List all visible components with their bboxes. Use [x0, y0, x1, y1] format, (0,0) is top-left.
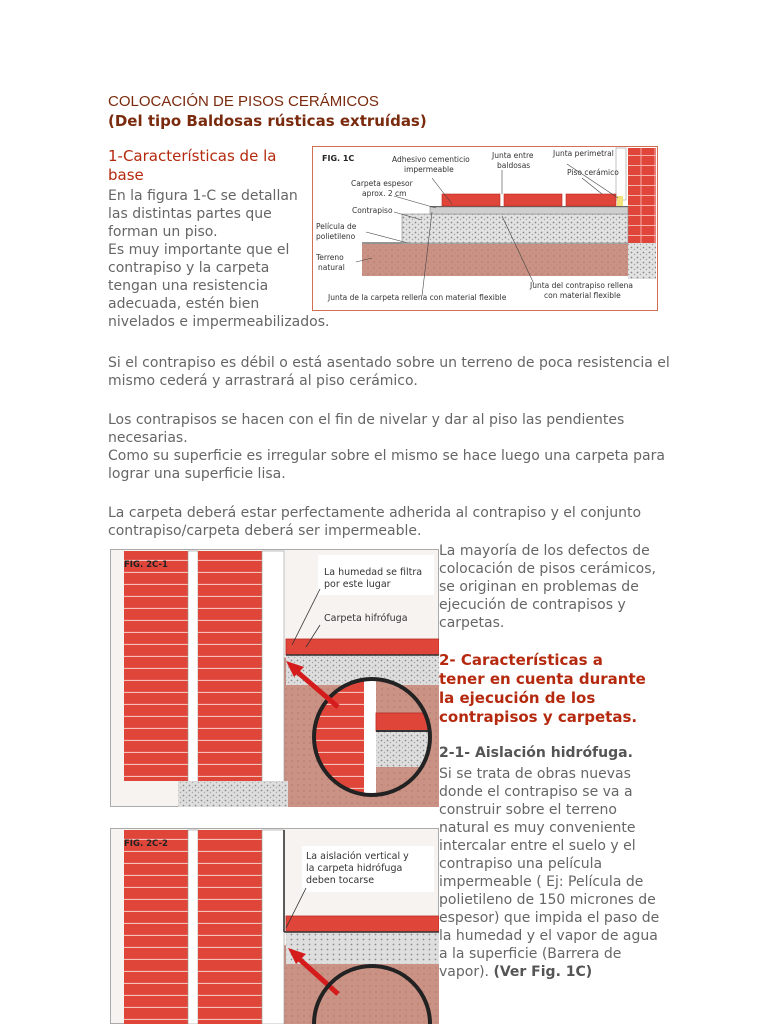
- text-line: ejecución de contrapisos y: [439, 597, 626, 613]
- fig1c-piso-ceramico: Piso cerámico: [567, 168, 619, 177]
- text-line: espesor) que impida el paso de: [439, 910, 660, 926]
- text-line: carpetas.: [439, 615, 505, 631]
- section21-text: [439, 765, 659, 981]
- text-line: Los contrapisos se hacen con el fin de nivelar y dar al piso las pendientes: [108, 412, 625, 428]
- text-line: [439, 963, 659, 981]
- fig1c-carpeta-2: aprox. 2 cm: [362, 189, 407, 198]
- text-line: construir sobre el terreno: [439, 802, 617, 818]
- doc-subtitle: (Del tipo Baldosas rústicas extruídas): [108, 112, 427, 130]
- text-line: Si el contrapiso es débil o está asentado sobre un terreno de poca resistencia el: [108, 355, 670, 371]
- fig1c-pelicula-2: polietileno: [316, 232, 356, 241]
- text-line: La mayoría de los defectos de: [439, 543, 650, 559]
- fig2c1-humedad-2: por este lugar: [324, 579, 391, 590]
- fig1c-contrapiso: Contrapiso: [352, 206, 393, 215]
- fig2c1-carpeta: Carpeta hifrófuga: [324, 613, 408, 624]
- text-line: las distintas partes que: [108, 206, 272, 222]
- text-line: colocación de pisos cerámicos,: [439, 561, 656, 577]
- paragraph-3: [108, 504, 641, 540]
- fig-reference-link: (Ver Fig. 1C): [493, 964, 593, 980]
- text-line: nivelados e impermeabilizados.: [108, 314, 330, 330]
- section21-heading: 2-1- Aislación hidrófuga.: [439, 745, 633, 761]
- fig1c-junta-contrapiso-1: Junta del contrapiso rellena: [530, 281, 633, 290]
- fig1c-junta-perimetral: Junta perimetral: [553, 149, 614, 158]
- text-span: vapor).: [439, 964, 494, 980]
- text-line: Como su superficie es irregular sobre el mismo se hace luego una carpeta para: [108, 448, 665, 464]
- fig1c-label: FIG. 1C: [322, 154, 355, 163]
- fig2c2-aislacion-1: La aislación vertical y: [306, 851, 409, 862]
- fig1c-junta-contrapiso-2: con material flexible: [544, 291, 621, 300]
- text-line: mismo cederá y arrastrará al piso cerámico.: [108, 373, 418, 389]
- section2-heading: 2- Características a tener en cuenta durante la ejecución de los contrapisos y carpetas.: [439, 651, 646, 726]
- text-line: tengan una resistencia: [108, 278, 269, 294]
- text-line: Es muy importante que el: [108, 242, 290, 258]
- text-line: Si se trata de obras nuevas: [439, 766, 631, 782]
- fig1c-junta-entre-1: Junta entre: [492, 151, 534, 160]
- text-line: donde el contrapiso se va a: [439, 784, 633, 800]
- fig1c-terreno-2: natural: [318, 263, 345, 272]
- right-intro: [439, 542, 656, 632]
- fig1c-adhesivo-2: impermeable: [404, 165, 454, 174]
- text-line: polietileno de 150 micrones de: [439, 892, 656, 908]
- fig2c1-label: FIG. 2C-1: [124, 560, 168, 570]
- text-line: La carpeta deberá estar perfectamente adherida al contrapiso y el conjunto: [108, 505, 642, 521]
- paragraph-1: [108, 354, 670, 390]
- fig2c2-aislacion-2: la carpeta hidrófuga: [306, 863, 403, 874]
- figure-2c-1: [110, 549, 439, 807]
- text-line: forman un piso.: [108, 224, 218, 240]
- text-line: En la figura 1-C se detallan: [108, 188, 298, 204]
- doc-title: COLOCACIÓN DE PISOS CERÁMICOS: [108, 93, 379, 110]
- text-line: intercalar entre el suelo y el: [439, 838, 636, 854]
- fig1c-pelicula-1: Película de: [316, 222, 357, 231]
- paragraph-2: [108, 411, 665, 483]
- figure-1c: [312, 146, 658, 311]
- text-line: la humedad y el vapor de agua: [439, 928, 658, 944]
- section1-heading: 1-Características de la base: [108, 147, 277, 184]
- fig2c1-humedad-1: La humedad se filtra: [324, 567, 423, 578]
- section1-text: [108, 187, 329, 331]
- text-line: natural es muy conveniente: [439, 820, 636, 836]
- text-line: impermeable ( Ej: Película de: [439, 874, 644, 890]
- text-line: contrapiso y la carpeta: [108, 260, 270, 276]
- text-line: contrapiso/carpeta deberá ser impermeable.: [108, 523, 422, 539]
- fig1c-terreno-1: Terreno: [316, 253, 344, 262]
- text-line: necesarias.: [108, 430, 188, 446]
- fig1c-junta-entre-2: baldosas: [497, 161, 531, 170]
- fig1c-adhesivo-1: Adhesivo cementicio: [392, 155, 470, 164]
- text-line: se originan en problemas de: [439, 579, 639, 595]
- text-line: a la superficie (Barrera de: [439, 946, 622, 962]
- fig1c-junta-carpeta: Junta de la carpeta rellena con material flexible: [328, 293, 507, 302]
- text-line: adecuada, estén bien: [108, 296, 260, 312]
- figure-2c-2: [110, 828, 439, 1024]
- text-line: lograr una superficie lisa.: [108, 466, 286, 482]
- fig1c-carpeta-1: Carpeta espesor: [351, 179, 413, 188]
- text-line: contrapiso una película: [439, 856, 603, 872]
- fig2c2-aislacion-3: deben tocarse: [306, 875, 375, 886]
- fig2c2-label: FIG. 2C-2: [124, 839, 168, 849]
